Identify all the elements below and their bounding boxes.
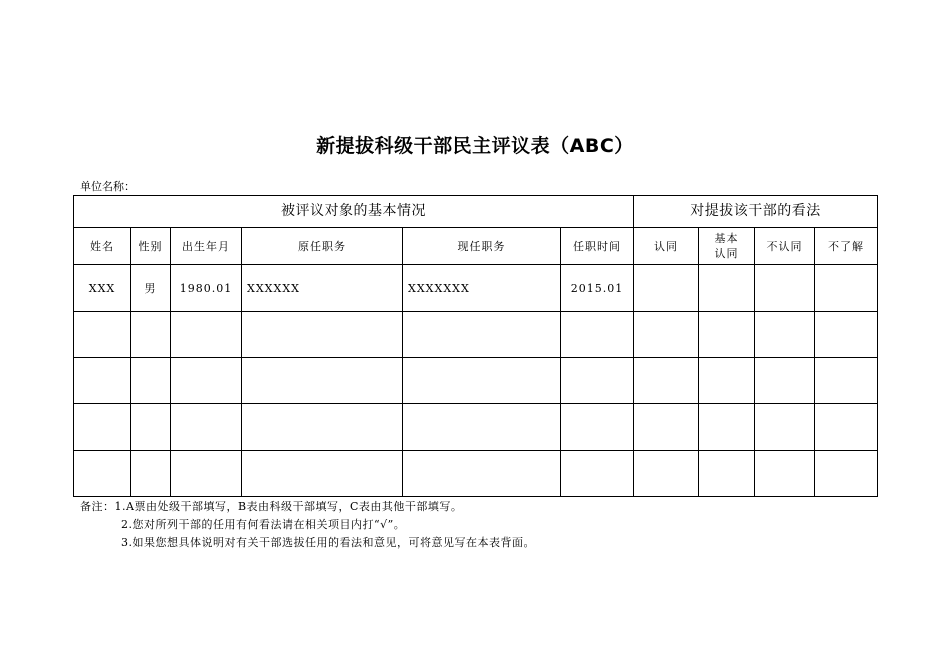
cell-old-post: [242, 358, 403, 404]
cell-name: [74, 311, 131, 357]
table-row: [74, 450, 878, 496]
cell-tenure: [561, 311, 634, 357]
form-title: 新提拔科级干部民主评议表（ABC）: [316, 135, 634, 157]
notes-section: [80, 498, 535, 552]
cell-disagree[interactable]: [755, 265, 815, 311]
cell-birth: [171, 450, 242, 496]
cell-basic-agree[interactable]: [699, 404, 755, 450]
note-line-2: 2.您对所列干部的任用有何看法请在相关项目内打“√”。: [121, 518, 406, 531]
cell-name: [74, 358, 131, 404]
cell-birth: 1980.01: [171, 265, 242, 311]
cell-gender: [131, 450, 171, 496]
cell-agree[interactable]: [634, 358, 699, 404]
table-row: [74, 265, 878, 311]
header-name: 姓名: [74, 228, 131, 265]
cell-agree[interactable]: [634, 265, 699, 311]
cell-gender: [131, 358, 171, 404]
header-agree: 认同: [634, 228, 699, 265]
cell-unknown[interactable]: [815, 450, 878, 496]
cell-disagree[interactable]: [755, 358, 815, 404]
header-unknown: 不了解: [815, 228, 878, 265]
column-header-row: [74, 228, 878, 265]
cell-gender: [131, 311, 171, 357]
cell-unknown[interactable]: [815, 311, 878, 357]
cell-agree[interactable]: [634, 311, 699, 357]
cell-basic-agree[interactable]: [699, 265, 755, 311]
cell-unknown[interactable]: [815, 404, 878, 450]
cell-name: [74, 450, 131, 496]
cell-birth: [171, 404, 242, 450]
cell-new-post: [403, 311, 561, 357]
cell-new-post: XXXXXXX: [403, 265, 561, 311]
header-basic-agree-line1: 基本: [714, 232, 739, 246]
cell-name: XXX: [74, 265, 131, 311]
cell-agree[interactable]: [634, 450, 699, 496]
cell-basic-agree[interactable]: [699, 311, 755, 357]
cell-disagree[interactable]: [755, 311, 815, 357]
cell-birth: [171, 358, 242, 404]
cell-disagree[interactable]: [755, 404, 815, 450]
cell-name: [74, 404, 131, 450]
note-line-1: 备注：1.A票由处级干部填写，B表由科级干部填写，C表由其他干部填写。: [80, 500, 463, 513]
cell-tenure: [561, 404, 634, 450]
cell-tenure: 2015.01: [561, 265, 634, 311]
cell-old-post: [242, 404, 403, 450]
header-gender: 性别: [131, 228, 171, 265]
evaluation-table: [73, 195, 878, 497]
cell-unknown[interactable]: [815, 358, 878, 404]
cell-gender: [131, 404, 171, 450]
cell-new-post: [403, 404, 561, 450]
cell-birth: [171, 311, 242, 357]
cell-tenure: [561, 450, 634, 496]
cell-gender: 男: [131, 265, 171, 311]
header-disagree: 不认同: [755, 228, 815, 265]
cell-basic-agree[interactable]: [699, 450, 755, 496]
table-row: [74, 311, 878, 357]
cell-new-post: [403, 450, 561, 496]
cell-tenure: [561, 358, 634, 404]
cell-basic-agree[interactable]: [699, 358, 755, 404]
header-basic-agree-line2: 认同: [714, 247, 739, 261]
table-row: [74, 358, 878, 404]
unit-name-label: 单位名称：: [80, 180, 135, 193]
cell-unknown[interactable]: [815, 265, 878, 311]
group-basic-info: 被评议对象的基本情况: [74, 196, 634, 228]
header-basic-agree: [699, 228, 755, 265]
header-new-post: 现任职务: [403, 228, 561, 265]
header-tenure: 任职时间: [561, 228, 634, 265]
table-row: [74, 404, 878, 450]
cell-agree[interactable]: [634, 404, 699, 450]
cell-old-post: XXXXXX: [242, 265, 403, 311]
cell-old-post: [242, 311, 403, 357]
header-birth: 出生年月: [171, 228, 242, 265]
cell-new-post: [403, 358, 561, 404]
group-opinion: 对提拔该干部的看法: [634, 196, 878, 228]
note-line-3: 3.如果您想具体说明对有关干部选拔任用的看法和意见，可将意见写在本表背面。: [121, 536, 535, 549]
group-header-row: [74, 196, 878, 228]
cell-old-post: [242, 450, 403, 496]
cell-disagree[interactable]: [755, 450, 815, 496]
header-old-post: 原任职务: [242, 228, 403, 265]
